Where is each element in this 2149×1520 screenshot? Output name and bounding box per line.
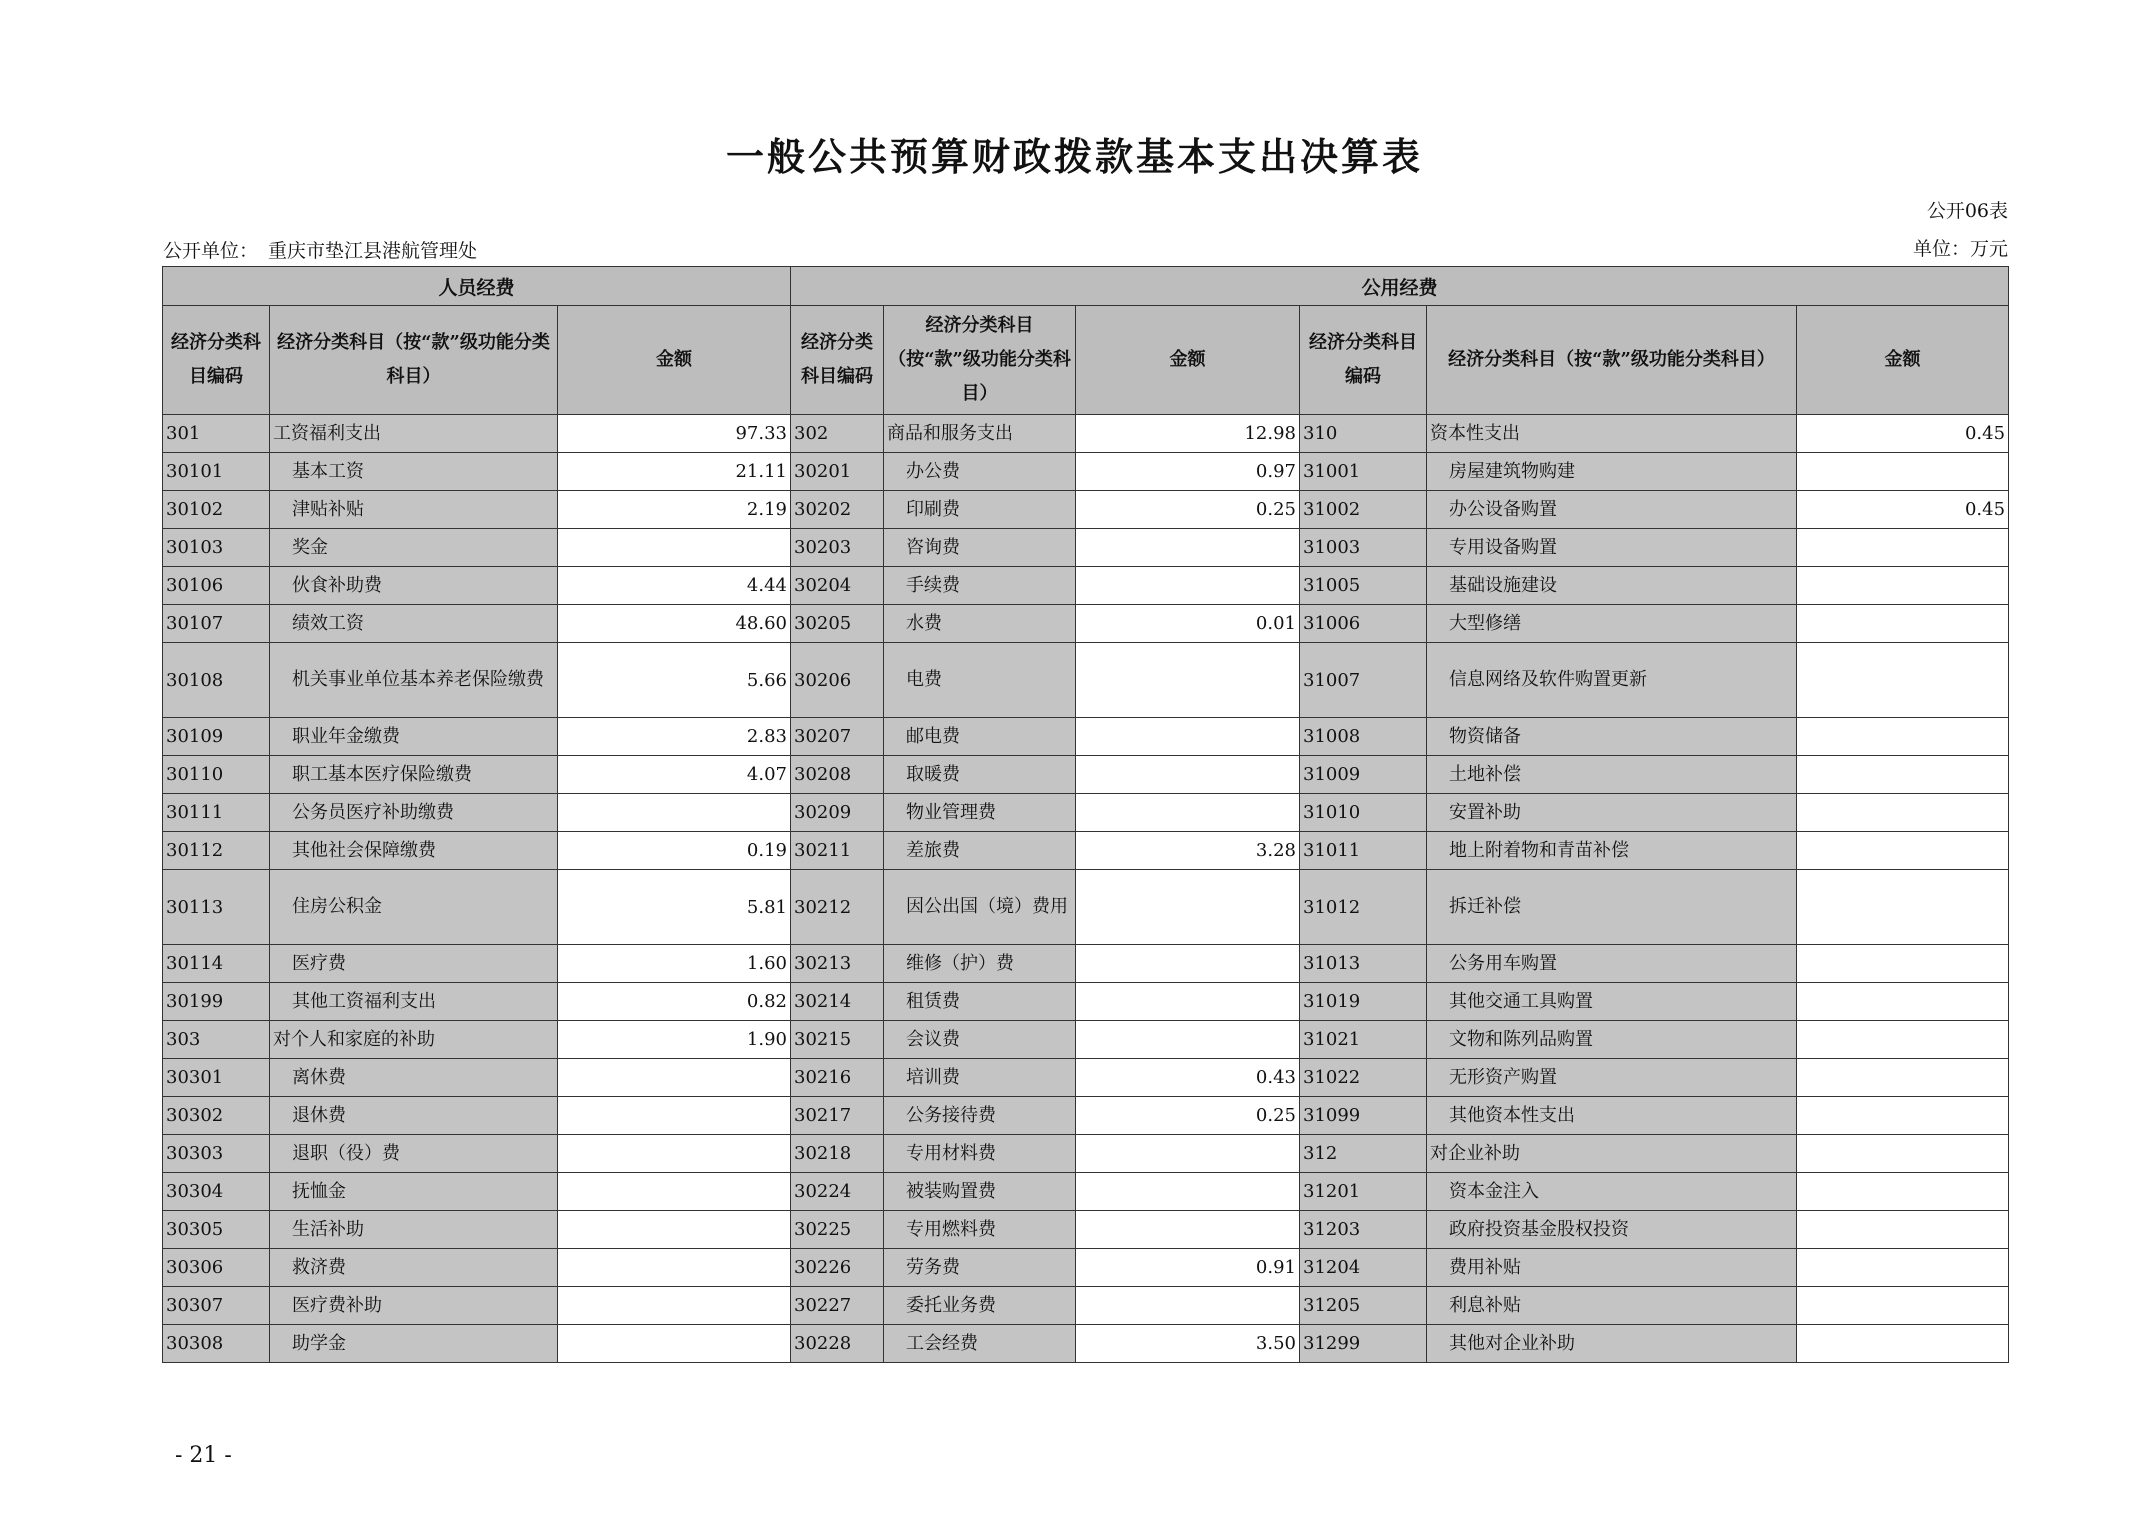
reporting-unit: [163, 236, 477, 263]
cell-code-mid: 30226: [791, 1249, 884, 1287]
cell-amount-right: [1797, 643, 2009, 718]
cell-amount-mid: [1076, 1021, 1300, 1059]
cell-code-right: 31299: [1300, 1325, 1427, 1363]
table-row: [163, 605, 2009, 643]
cell-name-mid: 取暖费: [884, 756, 1076, 794]
cell-name-right: 费用补贴: [1427, 1249, 1797, 1287]
cell-name-mid: 劳务费: [884, 1249, 1076, 1287]
cell-amount-mid: 0.97: [1076, 453, 1300, 491]
table-row: [163, 491, 2009, 529]
cell-name-mid: 办公费: [884, 453, 1076, 491]
cell-code-mid: 30201: [791, 453, 884, 491]
cell-amount-left: 0.82: [558, 983, 791, 1021]
cell-name-right: 专用设备购置: [1427, 529, 1797, 567]
cell-amount-mid: 0.25: [1076, 491, 1300, 529]
header-name-left: 经济分类科目（按“款”级功能分类科目）: [270, 306, 558, 415]
cell-code-right: 31203: [1300, 1211, 1427, 1249]
page-number: - 21 -: [175, 1443, 232, 1468]
cell-code-left: 30109: [163, 718, 270, 756]
cell-name-right: 无形资产购置: [1427, 1059, 1797, 1097]
cell-code-left: 30304: [163, 1173, 270, 1211]
cell-name-left: 工资福利支出: [270, 415, 558, 453]
cell-code-left: 30107: [163, 605, 270, 643]
cell-code-mid: 30203: [791, 529, 884, 567]
table-row: [163, 794, 2009, 832]
cell-code-left: 30303: [163, 1135, 270, 1173]
cell-code-right: 31010: [1300, 794, 1427, 832]
cell-amount-right: [1797, 1059, 2009, 1097]
cell-name-mid: 租赁费: [884, 983, 1076, 1021]
cell-name-mid: 物业管理费: [884, 794, 1076, 832]
table-row: [163, 567, 2009, 605]
table-row: [163, 1097, 2009, 1135]
cell-code-mid: 30207: [791, 718, 884, 756]
cell-amount-mid: [1076, 1211, 1300, 1249]
cell-code-right: 31201: [1300, 1173, 1427, 1211]
cell-name-left: 职业年金缴费: [270, 718, 558, 756]
cell-amount-right: [1797, 1211, 2009, 1249]
cell-name-mid: 咨询费: [884, 529, 1076, 567]
cell-name-right: 其他对企业补助: [1427, 1325, 1797, 1363]
cell-code-left: 30111: [163, 794, 270, 832]
cell-name-right: 房屋建筑物购建: [1427, 453, 1797, 491]
table-row: [163, 529, 2009, 567]
cell-amount-mid: 0.43: [1076, 1059, 1300, 1097]
cell-name-right: 土地补偿: [1427, 756, 1797, 794]
cell-name-right: 地上附着物和青苗补偿: [1427, 832, 1797, 870]
table-row: [163, 453, 2009, 491]
cell-name-mid: 工会经费: [884, 1325, 1076, 1363]
table-row: [163, 1325, 2009, 1363]
cell-amount-mid: [1076, 529, 1300, 567]
cell-name-left: 医疗费: [270, 945, 558, 983]
cell-code-mid: 30224: [791, 1173, 884, 1211]
header-code-mid: 经济分类科目编码: [791, 306, 884, 415]
cell-name-left: 离休费: [270, 1059, 558, 1097]
cell-code-right: 31021: [1300, 1021, 1427, 1059]
cell-name-mid: 被装购置费: [884, 1173, 1076, 1211]
cell-amount-mid: [1076, 567, 1300, 605]
cell-name-left: 公务员医疗补助缴费: [270, 794, 558, 832]
cell-name-mid: 维修（护）费: [884, 945, 1076, 983]
header-amount-left: 金额: [558, 306, 791, 415]
cell-name-right: 大型修缮: [1427, 605, 1797, 643]
cell-name-left: 医疗费补助: [270, 1287, 558, 1325]
cell-code-mid: 30214: [791, 983, 884, 1021]
table-row: [163, 832, 2009, 870]
cell-code-left: 30103: [163, 529, 270, 567]
cell-code-right: 312: [1300, 1135, 1427, 1173]
cell-code-left: 30102: [163, 491, 270, 529]
cell-code-mid: 30217: [791, 1097, 884, 1135]
cell-name-left: 救济费: [270, 1249, 558, 1287]
cell-name-right: 基础设施建设: [1427, 567, 1797, 605]
table-body: [163, 415, 2009, 1363]
table-row: [163, 1287, 2009, 1325]
header-name-mid: 经济分类科目（按“款”级功能分类科目）: [884, 306, 1076, 415]
cell-name-mid: 专用材料费: [884, 1135, 1076, 1173]
cell-amount-left: 5.81: [558, 870, 791, 945]
cell-amount-mid: 12.98: [1076, 415, 1300, 453]
cell-name-right: 其他资本性支出: [1427, 1097, 1797, 1135]
cell-amount-right: [1797, 1097, 2009, 1135]
cell-amount-left: [558, 1097, 791, 1135]
table-row: [163, 1135, 2009, 1173]
currency-unit: 单位：万元: [1912, 238, 2008, 260]
cell-code-left: 301: [163, 415, 270, 453]
cell-name-right: 政府投资基金股权投资: [1427, 1211, 1797, 1249]
header-code-right: 经济分类科目编码: [1300, 306, 1427, 415]
cell-name-right: 办公设备购置: [1427, 491, 1797, 529]
cell-name-right: 物资储备: [1427, 718, 1797, 756]
table-row: [163, 643, 2009, 718]
cell-name-right: 对企业补助: [1427, 1135, 1797, 1173]
cell-amount-left: [558, 794, 791, 832]
cell-name-right: 安置补助: [1427, 794, 1797, 832]
cell-code-mid: 30213: [791, 945, 884, 983]
cell-name-right: 其他交通工具购置: [1427, 983, 1797, 1021]
group-public: 公用经费: [791, 267, 2009, 306]
cell-name-mid: 培训费: [884, 1059, 1076, 1097]
form-number: 公开06表: [1926, 200, 2008, 222]
cell-code-right: 31011: [1300, 832, 1427, 870]
cell-amount-mid: [1076, 1173, 1300, 1211]
cell-code-left: 30101: [163, 453, 270, 491]
header-amount-right: 金额: [1797, 306, 2009, 415]
cell-name-mid: 专用燃料费: [884, 1211, 1076, 1249]
cell-name-mid: 商品和服务支出: [884, 415, 1076, 453]
cell-amount-right: 0.45: [1797, 491, 2009, 529]
reporting-unit-label: 公开单位：: [163, 240, 259, 262]
cell-code-mid: 30208: [791, 756, 884, 794]
cell-code-left: 30306: [163, 1249, 270, 1287]
cell-amount-right: [1797, 1287, 2009, 1325]
cell-name-right: 资本金注入: [1427, 1173, 1797, 1211]
cell-code-right: 310: [1300, 415, 1427, 453]
cell-name-left: 住房公积金: [270, 870, 558, 945]
table-row: [163, 415, 2009, 453]
cell-amount-mid: 0.25: [1076, 1097, 1300, 1135]
cell-amount-left: 97.33: [558, 415, 791, 453]
cell-amount-mid: [1076, 794, 1300, 832]
cell-amount-mid: 3.50: [1076, 1325, 1300, 1363]
cell-amount-left: 2.83: [558, 718, 791, 756]
cell-name-left: 奖金: [270, 529, 558, 567]
cell-amount-mid: 0.01: [1076, 605, 1300, 643]
table-row: [163, 1173, 2009, 1211]
cell-amount-right: [1797, 1325, 2009, 1363]
cell-name-left: 其他工资福利支出: [270, 983, 558, 1021]
cell-amount-right: [1797, 1249, 2009, 1287]
cell-amount-left: 1.90: [558, 1021, 791, 1059]
cell-code-mid: 30205: [791, 605, 884, 643]
cell-amount-left: 21.11: [558, 453, 791, 491]
cell-name-mid: 印刷费: [884, 491, 1076, 529]
cell-amount-right: [1797, 983, 2009, 1021]
cell-name-right: 公务用车购置: [1427, 945, 1797, 983]
cell-amount-left: [558, 529, 791, 567]
cell-code-left: 30308: [163, 1325, 270, 1363]
cell-code-right: 31019: [1300, 983, 1427, 1021]
cell-amount-left: [558, 1325, 791, 1363]
cell-amount-left: 1.60: [558, 945, 791, 983]
cell-name-left: 其他社会保障缴费: [270, 832, 558, 870]
cell-name-right: 利息补贴: [1427, 1287, 1797, 1325]
cell-code-left: 30114: [163, 945, 270, 983]
cell-code-left: 303: [163, 1021, 270, 1059]
cell-code-right: 31013: [1300, 945, 1427, 983]
cell-amount-left: 4.44: [558, 567, 791, 605]
cell-code-left: 30108: [163, 643, 270, 718]
cell-code-right: 31009: [1300, 756, 1427, 794]
cell-amount-right: 0.45: [1797, 415, 2009, 453]
cell-amount-right: [1797, 794, 2009, 832]
cell-name-mid: 公务接待费: [884, 1097, 1076, 1135]
cell-code-right: 31001: [1300, 453, 1427, 491]
cell-code-mid: 30204: [791, 567, 884, 605]
cell-code-left: 30301: [163, 1059, 270, 1097]
cell-name-left: 生活补助: [270, 1211, 558, 1249]
cell-name-mid: 水费: [884, 605, 1076, 643]
cell-name-mid: 委托业务费: [884, 1287, 1076, 1325]
cell-amount-mid: [1076, 1135, 1300, 1173]
cell-name-right: 文物和陈列品购置: [1427, 1021, 1797, 1059]
cell-name-mid: 电费: [884, 643, 1076, 718]
cell-name-left: 退职（役）费: [270, 1135, 558, 1173]
expenditure-table: [162, 266, 2009, 1363]
cell-amount-mid: [1076, 1287, 1300, 1325]
cell-amount-right: [1797, 453, 2009, 491]
cell-code-mid: 30209: [791, 794, 884, 832]
cell-amount-mid: 0.91: [1076, 1249, 1300, 1287]
cell-amount-left: [558, 1059, 791, 1097]
header-amount-mid: 金额: [1076, 306, 1300, 415]
cell-amount-left: [558, 1287, 791, 1325]
cell-amount-mid: [1076, 718, 1300, 756]
cell-code-mid: 302: [791, 415, 884, 453]
cell-amount-left: 0.19: [558, 832, 791, 870]
table-row: [163, 1211, 2009, 1249]
cell-amount-mid: [1076, 983, 1300, 1021]
table-row: [163, 756, 2009, 794]
cell-code-mid: 30216: [791, 1059, 884, 1097]
cell-name-left: 对个人和家庭的补助: [270, 1021, 558, 1059]
table-row: [163, 1249, 2009, 1287]
cell-code-right: 31022: [1300, 1059, 1427, 1097]
cell-code-mid: 30202: [791, 491, 884, 529]
cell-name-mid: 手续费: [884, 567, 1076, 605]
cell-amount-right: [1797, 718, 2009, 756]
cell-code-left: 30112: [163, 832, 270, 870]
cell-code-left: 30199: [163, 983, 270, 1021]
table-row: [163, 718, 2009, 756]
cell-amount-mid: 3.28: [1076, 832, 1300, 870]
page-title: 一般公共预算财政拨款基本支出决算表: [725, 134, 1423, 179]
cell-code-right: 31002: [1300, 491, 1427, 529]
cell-name-right: 拆迁补偿: [1427, 870, 1797, 945]
cell-name-left: 伙食补助费: [270, 567, 558, 605]
cell-code-mid: 30212: [791, 870, 884, 945]
cell-amount-right: [1797, 1135, 2009, 1173]
cell-code-left: 30307: [163, 1287, 270, 1325]
cell-amount-mid: [1076, 643, 1300, 718]
table-row: [163, 1021, 2009, 1059]
cell-code-mid: 30211: [791, 832, 884, 870]
cell-code-right: 31205: [1300, 1287, 1427, 1325]
cell-name-left: 助学金: [270, 1325, 558, 1363]
cell-code-left: 30305: [163, 1211, 270, 1249]
cell-amount-right: [1797, 605, 2009, 643]
cell-amount-right: [1797, 832, 2009, 870]
cell-code-mid: 30225: [791, 1211, 884, 1249]
table-row: [163, 983, 2009, 1021]
cell-amount-right: [1797, 1021, 2009, 1059]
cell-code-right: 31003: [1300, 529, 1427, 567]
cell-code-mid: 30228: [791, 1325, 884, 1363]
cell-code-left: 30110: [163, 756, 270, 794]
table-row: [163, 1059, 2009, 1097]
cell-name-mid: 邮电费: [884, 718, 1076, 756]
cell-code-right: 31007: [1300, 643, 1427, 718]
cell-code-left: 30113: [163, 870, 270, 945]
cell-amount-left: 4.07: [558, 756, 791, 794]
cell-code-right: 31204: [1300, 1249, 1427, 1287]
cell-amount-right: [1797, 567, 2009, 605]
cell-amount-left: [558, 1135, 791, 1173]
cell-amount-left: [558, 1211, 791, 1249]
cell-code-mid: 30206: [791, 643, 884, 718]
cell-name-right: 资本性支出: [1427, 415, 1797, 453]
cell-code-right: 31006: [1300, 605, 1427, 643]
cell-name-left: 抚恤金: [270, 1173, 558, 1211]
cell-amount-left: 2.19: [558, 491, 791, 529]
reporting-unit-name: 重庆市垫江县港航管理处: [268, 240, 478, 262]
cell-name-left: 基本工资: [270, 453, 558, 491]
cell-amount-left: [558, 1249, 791, 1287]
cell-name-mid: 会议费: [884, 1021, 1076, 1059]
group-personnel: 人员经费: [163, 267, 791, 306]
cell-code-mid: 30218: [791, 1135, 884, 1173]
cell-amount-right: [1797, 945, 2009, 983]
cell-name-left: 津贴补贴: [270, 491, 558, 529]
cell-code-mid: 30215: [791, 1021, 884, 1059]
header-name-right: 经济分类科目（按“款”级功能分类科目）: [1427, 306, 1797, 415]
cell-name-right: 信息网络及软件购置更新: [1427, 643, 1797, 718]
cell-name-left: 职工基本医疗保险缴费: [270, 756, 558, 794]
cell-name-left: 机关事业单位基本养老保险缴费: [270, 643, 558, 718]
cell-amount-left: 48.60: [558, 605, 791, 643]
header-code-left: 经济分类科目编码: [163, 306, 270, 415]
table-row: [163, 870, 2009, 945]
table-row: [163, 945, 2009, 983]
cell-code-right: 31005: [1300, 567, 1427, 605]
cell-amount-right: [1797, 1173, 2009, 1211]
cell-name-mid: 因公出国（境）费用: [884, 870, 1076, 945]
cell-code-right: 31012: [1300, 870, 1427, 945]
cell-code-mid: 30227: [791, 1287, 884, 1325]
cell-amount-mid: [1076, 870, 1300, 945]
cell-code-right: 31008: [1300, 718, 1427, 756]
cell-code-left: 30302: [163, 1097, 270, 1135]
cell-amount-right: [1797, 756, 2009, 794]
cell-amount-mid: [1076, 756, 1300, 794]
cell-code-left: 30106: [163, 567, 270, 605]
cell-amount-left: [558, 1173, 791, 1211]
cell-amount-right: [1797, 529, 2009, 567]
cell-name-left: 退休费: [270, 1097, 558, 1135]
cell-amount-mid: [1076, 945, 1300, 983]
cell-amount-right: [1797, 870, 2009, 945]
cell-name-mid: 差旅费: [884, 832, 1076, 870]
cell-amount-left: 5.66: [558, 643, 791, 718]
cell-code-right: 31099: [1300, 1097, 1427, 1135]
cell-name-left: 绩效工资: [270, 605, 558, 643]
